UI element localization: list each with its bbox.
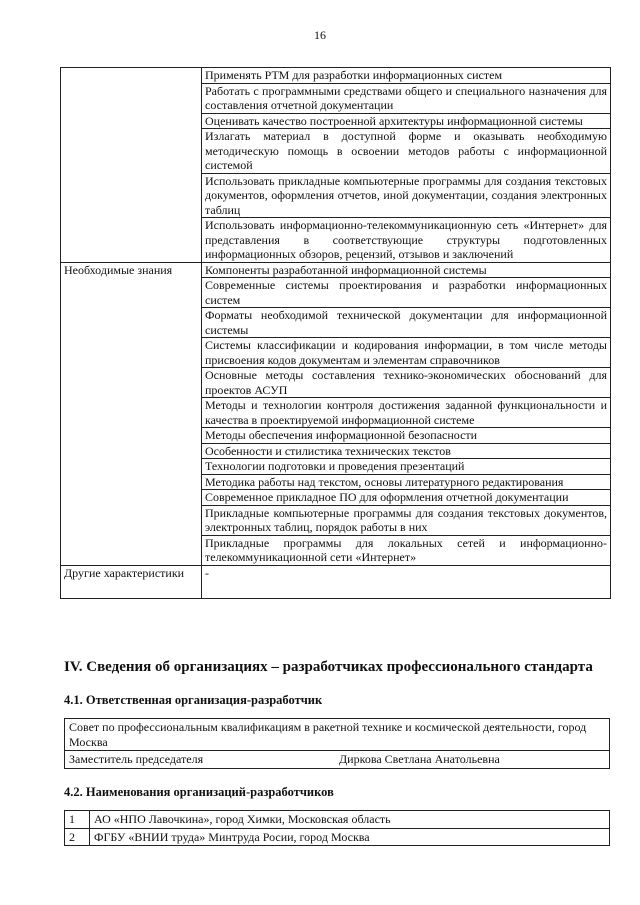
knowledge-item: Форматы необходимой технической документации для информационной системы bbox=[202, 308, 611, 338]
knowledge-item: Прикладные программы для локальных сетей и информационно-телекоммуникационной сети «Интернет» bbox=[202, 535, 611, 565]
skill-item: Применять РТМ для разработки информационных систем bbox=[202, 68, 611, 84]
page-number: 16 bbox=[314, 28, 326, 42]
table-row bbox=[65, 828, 610, 846]
table-row bbox=[61, 68, 611, 84]
knowledge-item: Современное прикладное ПО для оформления отчетной документации bbox=[202, 490, 611, 506]
org-number: 2 bbox=[65, 828, 90, 846]
responsible-org-name: Совет по профессиональным квалификациям в ракетной технике и космической деятельности, город Москва bbox=[65, 719, 610, 751]
org-name: ФГБУ «ВНИИ труда» Минтруда Росии, город Москва bbox=[90, 828, 610, 846]
subsection-heading-responsible: 4.1. Ответственная организация-разработчик bbox=[64, 693, 323, 707]
signatory-role: Заместитель председателя bbox=[69, 752, 204, 766]
signatory-cell bbox=[65, 751, 610, 769]
knowledge-item: Системы классификации и кодирования информации, в том числе методы присвоения кодов документам и элементам справочников bbox=[202, 338, 611, 368]
knowledge-item: Основные методы составления технико-экономических обоснований для проектов АСУП bbox=[202, 368, 611, 398]
table-row bbox=[65, 811, 610, 829]
knowledge-item: Особенности и стилистика технических текстов bbox=[202, 443, 611, 459]
org-number: 1 bbox=[65, 811, 90, 829]
knowledge-item: Технологии подготовки и проведения презентаций bbox=[202, 459, 611, 475]
knowledge-item: Методика работы над текстом, основы литературного редактирования bbox=[202, 474, 611, 490]
table-row bbox=[61, 565, 611, 598]
developer-orgs-table bbox=[64, 810, 610, 846]
table-row bbox=[61, 262, 611, 278]
org-name: АО «НПО Лавочкина», город Химки, Московская область bbox=[90, 811, 610, 829]
skill-item: Оценивать качество построенной архитектуры информационной системы bbox=[202, 113, 611, 129]
responsible-org-table bbox=[64, 718, 610, 769]
knowledge-label: Необходимые знания bbox=[61, 262, 202, 565]
skills-label-cell bbox=[61, 68, 202, 263]
knowledge-item: Методы обеспечения информационной безопасности bbox=[202, 428, 611, 444]
knowledge-item: Прикладные компьютерные программы для создания текстовых документов, электронных таблиц, порядок работы в них bbox=[202, 505, 611, 535]
knowledge-item: Современные системы проектирования и разработки информационных систем bbox=[202, 278, 611, 308]
skill-item: Излагать материал в доступной форме и оказывать необходимую методическую помощь в освоении методов работы с информационной системой bbox=[202, 129, 611, 174]
competency-table bbox=[60, 67, 611, 599]
other-characteristics-value: - bbox=[202, 565, 611, 598]
other-characteristics-label: Другие характеристики bbox=[61, 565, 202, 598]
knowledge-item: Методы и технологии контроля достижения заданной функциональности и качества в проектируемой информационной системе bbox=[202, 398, 611, 428]
skill-item: Использовать прикладные компьютерные программы для создания текстовых документов, оформления отчетов, иной документации, создания электронных таблиц bbox=[202, 173, 611, 218]
knowledge-item: Компоненты разработанной информационной системы bbox=[202, 262, 611, 278]
table-row bbox=[65, 719, 610, 751]
skill-item: Использовать информационно-телекоммуникационную сеть «Интернет» для представления в соответствующие структуры подготовленных информационных обзоров, рецензий, отзывов и заключений bbox=[202, 218, 611, 263]
subsection-heading-developers: 4.2. Наименования организаций-разработчиков bbox=[64, 785, 334, 799]
table-row bbox=[65, 751, 610, 769]
skill-item: Работать с программными средствами общего и специального назначения для составления отчетной документации bbox=[202, 83, 611, 113]
section-heading: IV. Сведения об организациях – разработчиках профессионального стандарта bbox=[64, 659, 593, 675]
signatory-name: Диркова Светлана Анатольевна bbox=[339, 752, 500, 766]
